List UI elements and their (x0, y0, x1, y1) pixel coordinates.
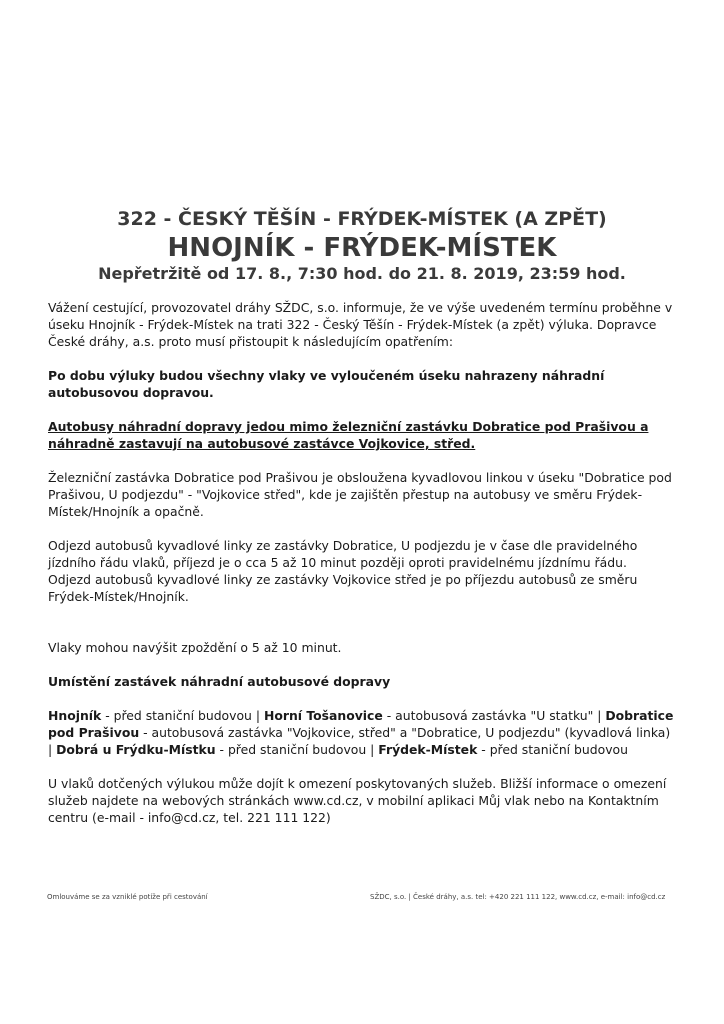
stops-paragraph (48, 707, 678, 758)
stop-name: Hnojník (48, 708, 102, 723)
stop-name: Dobrá u Frýdku-Místku (56, 742, 216, 757)
stop-name: Horní Tošanovice (263, 708, 383, 723)
intro-paragraph: Vážení cestující, provozovatel dráhy SŽDC, s.o. informuje, že ve výše uvedeném termínu proběhne v úseku Hnojník - Frýdek-Místek na trati 322 - Český Těšín - Frýdek-Místek (a zpět) výluka. Dopravce České dráhy, a.s. proto musí přistoupit k následujícím opatřením: (48, 300, 673, 349)
section-title: HNOJNÍK - FRÝDEK-MÍSTEK (167, 233, 557, 263)
stop-name: Frýdek-Místek (378, 742, 478, 757)
stop-name: Dobratice pod Prašivou (48, 708, 674, 740)
bypass-paragraph: Autobusy náhradní dopravy jedou mimo železniční zastávku Dobratice pod Prašivou a náhradně zastavují na autobusové zastávce Vojkovice, střed. (48, 419, 649, 451)
notice-body (48, 299, 678, 826)
departure-paragraph-1: Odjezd autobusů kyvadlové linky ze zastávky Dobratice, U podjezdu je v čase dle pravidelného jízdního řádu vlaků, příjezd je o cca 5 až 10 minut později oproti pravidelnému jízdnímu řádu. (48, 538, 638, 570)
closure-period: Nepřetržitě od 17. 8., 7:30 hod. do 21. 8. 2019, 23:59 hod. (98, 264, 626, 283)
footer-apology: Omlouváme se za vzniklé potíže při cestování (47, 893, 208, 901)
route-title: 322 - ČESKÝ TĚŠÍN - FRÝDEK-MÍSTEK (A ZPĚT) (117, 208, 607, 230)
stops-heading: Umístění zastávek náhradní autobusové dopravy (48, 674, 391, 689)
departure-paragraph-2: Odjezd autobusů kyvadlové linky ze zastávky Vojkovice střed je po příjezdu autobusů ze směru Frýdek-Místek/Hnojník. (48, 572, 638, 604)
stop-desc: - před staniční budovou (477, 742, 628, 757)
stop-desc: - autobusová zastávka "U statku" | (382, 708, 606, 723)
stop-desc: - před staniční budovou | (215, 742, 379, 757)
info-paragraph: U vlaků dotčených výlukou může dojít k omezení poskytovaných služeb. Bližší informace o omezení služeb najdete na webových stránkách www.cd.cz, v mobilní aplikaci Můj vlak nebo na Kontaktním centru (e-mail - info@cd.cz, tel. 221 111 122) (48, 776, 667, 825)
footer-contacts: SŽDC, s.o. | České dráhy, a.s. tel: +420 221 111 122, www.cd.cz, e-mail: info@cd.cz (370, 893, 666, 901)
replacement-paragraph: Po dobu výluky budou všechny vlaky ve vyloučeném úseku nahrazeny náhradní autobusovou dopravou. (48, 368, 605, 400)
stop-desc: - autobusová zastávka "Vojkovice, střed" a "Dobratice, U podjezdu" (kyvadlová linka) | (48, 725, 671, 757)
delay-paragraph: Vlaky mohou navýšit zpoždění o 5 až 10 minut. (48, 640, 342, 655)
shuttle-paragraph: Železniční zastávka Dobratice pod Prašivou je obsloužena kyvadlovou linkou v úseku "Dobratice pod Prašivou, U podjezdu" - "Vojkovice střed", kde je zajištěn přestup na autobusy ve směru Frýdek-Místek/Hnojník a opačně. (48, 470, 672, 519)
stop-desc: - před staniční budovou | (101, 708, 264, 723)
